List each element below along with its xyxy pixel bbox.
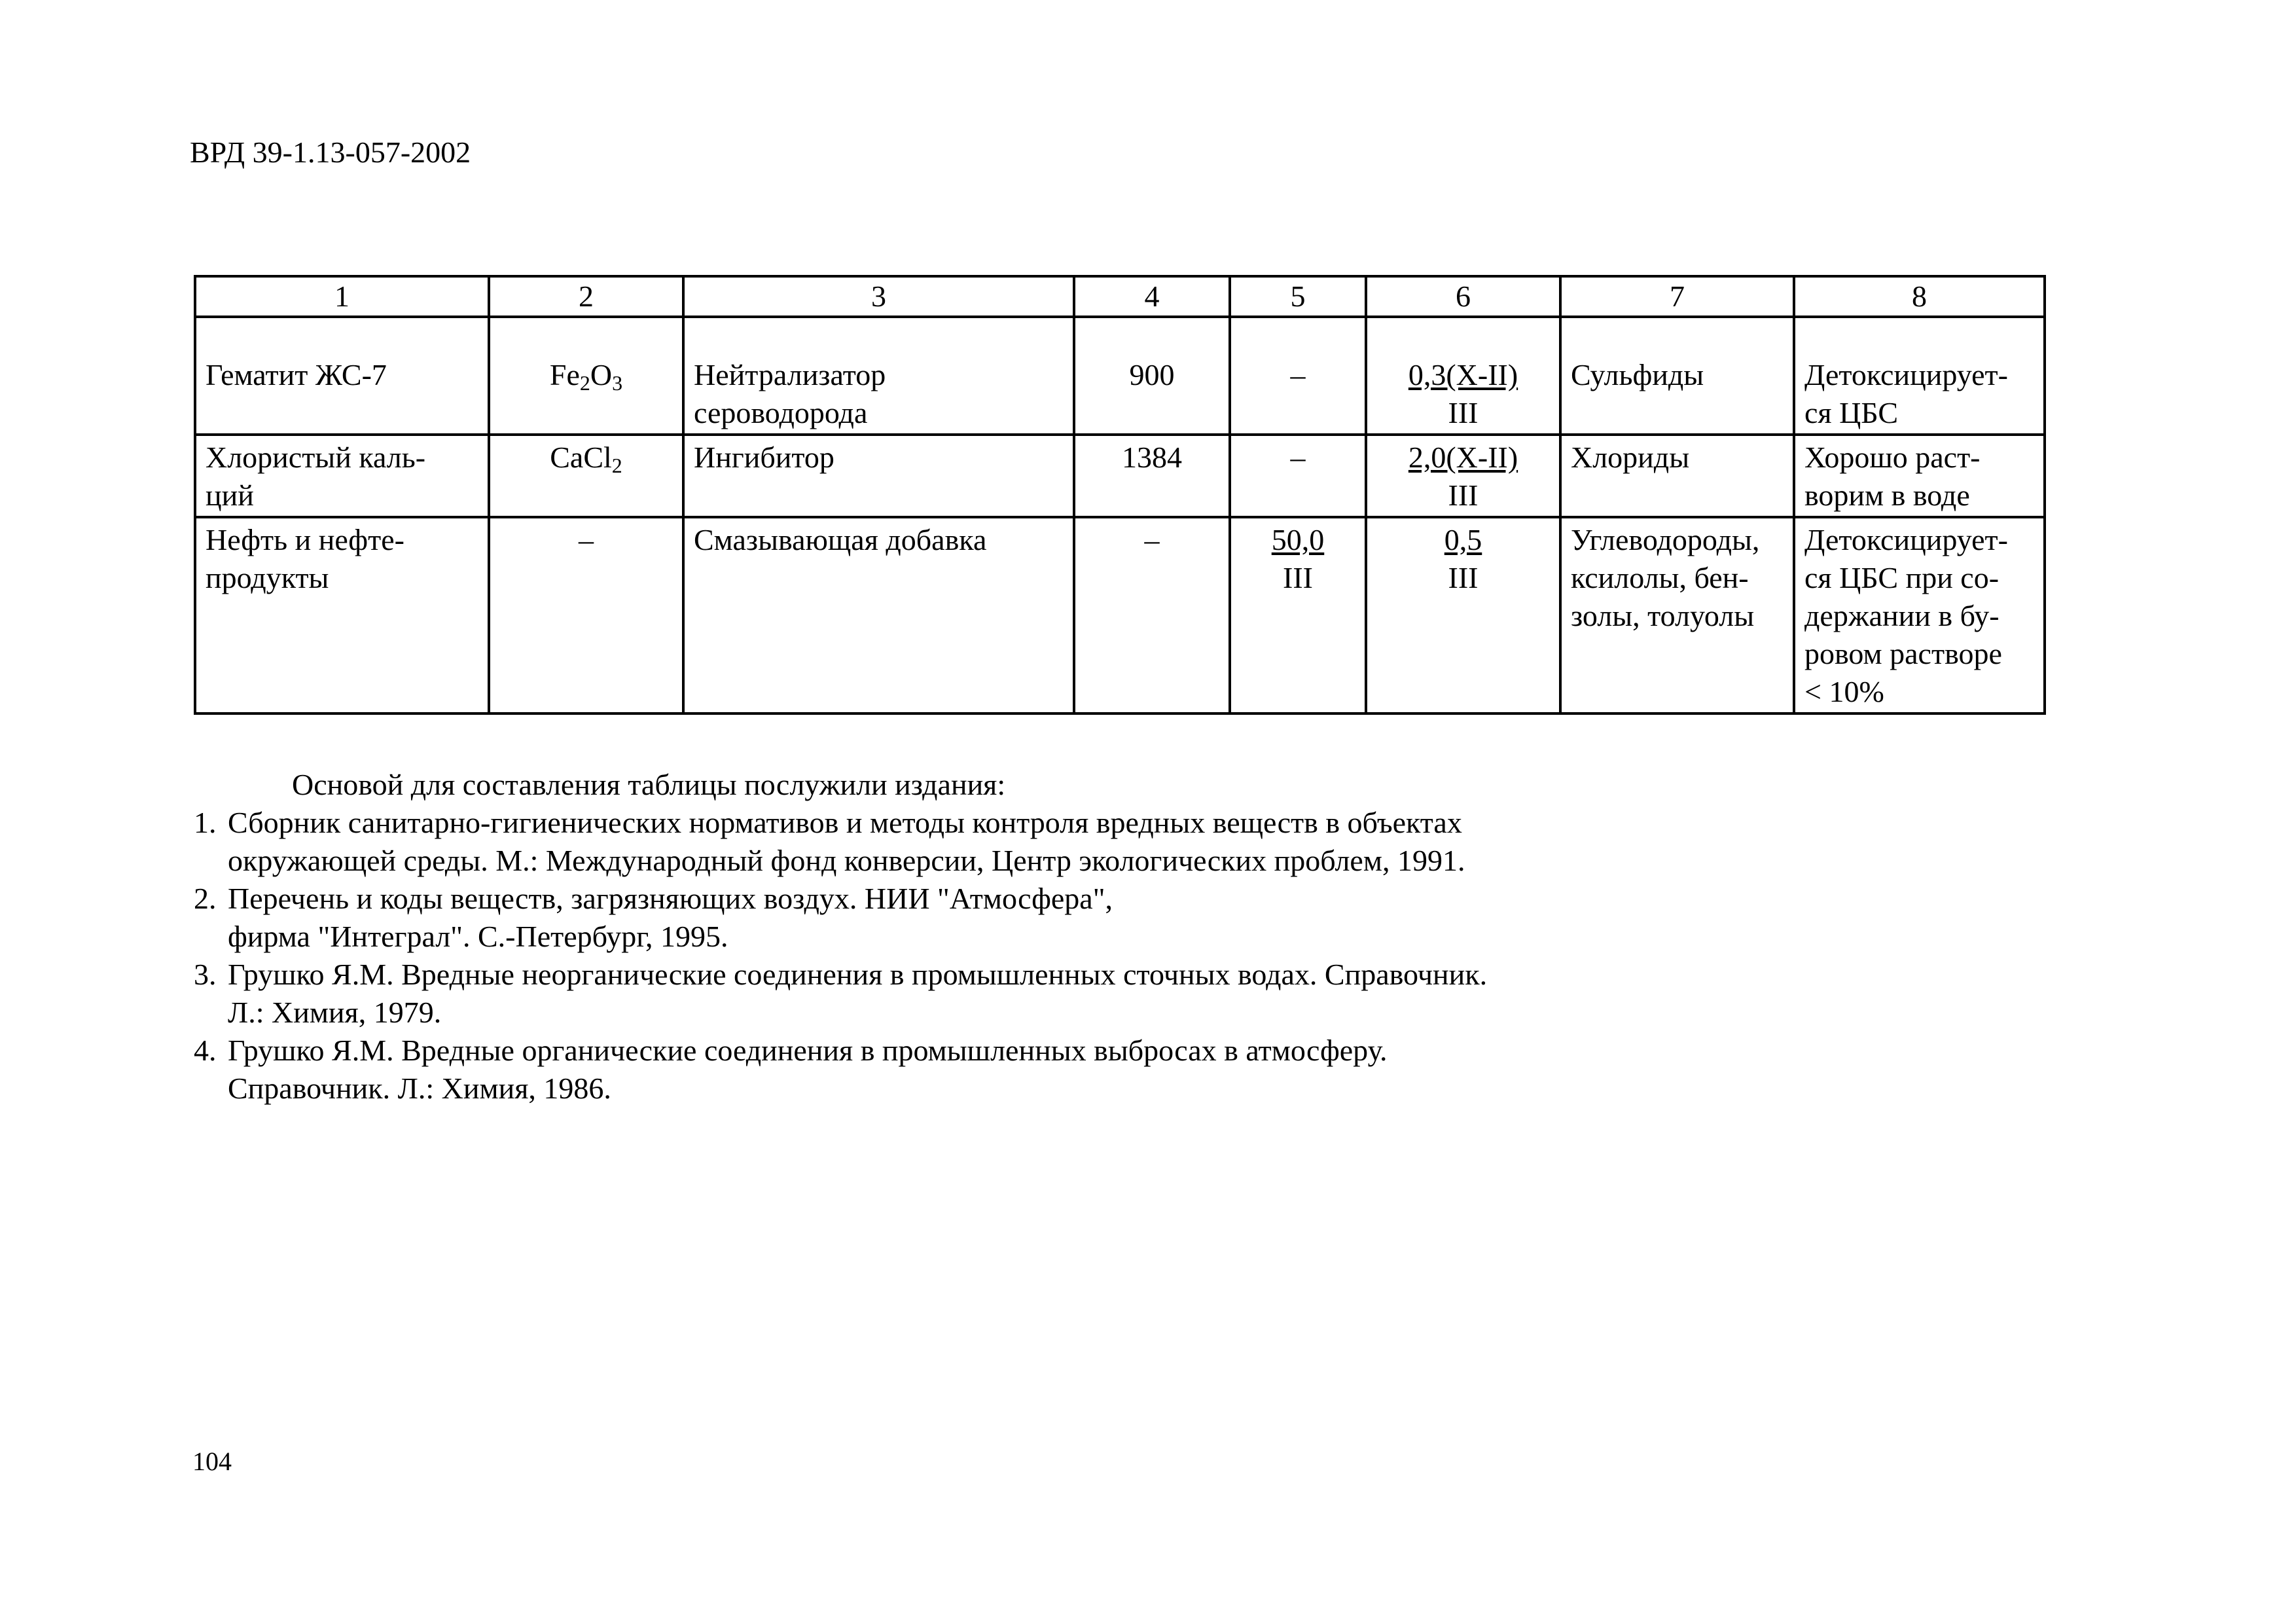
value-col6-cell (1366, 317, 1560, 435)
purpose-text: Ингибитор (694, 441, 834, 474)
products-cell (1560, 317, 1794, 435)
column-number-3: 3 (683, 276, 1074, 317)
column-number-6: 6 (1366, 276, 1560, 317)
note-text: < 10% (1804, 675, 1884, 708)
formula-subscript: 2 (579, 371, 590, 395)
products-cell (1560, 517, 1794, 713)
value-col4: 1384 (1122, 441, 1182, 474)
products-text: ксилолы, бен- (1571, 561, 1749, 594)
reference-text: Сборник санитарно-гигиенических нормативов и методы контроля вредных веществ в объектах (228, 806, 1462, 839)
reference-text: окружающей среды. М.: Международный фонд конверсии, Центр экологических проблем, 1991. (228, 844, 1465, 877)
reference-text: фирма "Интеграл". С.-Петербург, 1995. (228, 920, 728, 953)
reference-number: 4. (194, 1034, 217, 1067)
page-number: 104 (192, 1447, 232, 1476)
formula-text: – (579, 523, 594, 556)
substance-name: Гематит ЖС-7 (206, 358, 387, 391)
column-number-row (195, 276, 2045, 317)
reference-text: Справочник. Л.: Химия, 1986. (228, 1072, 611, 1105)
substance-name: Нефть и нефте- (206, 523, 404, 556)
value-col4-cell (1074, 435, 1230, 517)
substance-name-cell (195, 517, 489, 713)
column-number-8: 8 (1794, 276, 2045, 317)
reference-text: Перечень и коды веществ, загрязняющих воздух. НИИ "Атмосфера", (228, 882, 1113, 915)
references-intro: Основой для составления таблицы послужили издания: (292, 768, 1006, 801)
note-text: держании в бу- (1804, 599, 2000, 632)
column-number-1: 1 (195, 276, 489, 317)
purpose-text: Смазывающая добавка (694, 523, 987, 556)
reference-text: Л.: Химия, 1979. (228, 996, 442, 1029)
column-number-5: 5 (1230, 276, 1366, 317)
purpose-text: Нейтрализатор (694, 358, 886, 391)
value-col4-cell (1074, 517, 1230, 713)
products-text: Углеводороды, (1571, 523, 1760, 556)
value-col6-top: 0,3(X-II) (1408, 358, 1518, 391)
note-text: ровом растворе (1804, 637, 2002, 670)
note-text: ворим в воде (1804, 478, 1970, 512)
table-row (195, 317, 2045, 435)
value-col6-top: 2,0(X-II) (1408, 441, 1518, 474)
value-col6-bottom: III (1448, 396, 1479, 429)
value-col5: – (1290, 441, 1306, 474)
document-code: ВРД 39-1.13-057-2002 (190, 135, 471, 169)
formula-subscript: 3 (612, 371, 623, 395)
products-text: Сульфиды (1571, 358, 1704, 391)
value-col6-top: 0,5 (1444, 523, 1482, 556)
table-row (195, 517, 2045, 713)
substance-name-cell (195, 435, 489, 517)
reference-item (194, 880, 2092, 956)
value-col4: 900 (1129, 358, 1175, 391)
note-cell (1794, 435, 2045, 517)
formula-cell (489, 317, 683, 435)
note-text: ся ЦБС при со- (1804, 561, 2000, 594)
formula-part: CaCl (550, 441, 612, 474)
purpose-cell (683, 317, 1074, 435)
value-col5: – (1290, 358, 1306, 391)
value-col4: – (1144, 523, 1160, 556)
value-col6-cell (1366, 517, 1560, 713)
reference-number: 1. (194, 806, 217, 839)
formula-part: O (590, 358, 613, 391)
substances-table (194, 275, 2046, 715)
substance-name-cell (195, 317, 489, 435)
reference-text: Грушко Я.М. Вредные неорганические соединения в промышленных сточных водах. Справочник. (228, 958, 1488, 991)
reference-text: Грушко Я.М. Вредные органические соединения в промышленных выбросах в атмосферу. (228, 1034, 1388, 1067)
reference-item (194, 956, 2092, 1032)
products-text: Хлориды (1571, 441, 1690, 474)
note-text: Детоксицирует- (1804, 523, 2008, 556)
reference-item (194, 1032, 2092, 1108)
value-col5-cell (1230, 517, 1366, 713)
substance-name: Хлористый каль- (206, 441, 426, 474)
column-number-4: 4 (1074, 276, 1230, 317)
column-number-7: 7 (1560, 276, 1794, 317)
value-col6-cell (1366, 435, 1560, 517)
references-section (194, 766, 2092, 1108)
products-cell (1560, 435, 1794, 517)
reference-number: 3. (194, 958, 217, 991)
substance-name: ций (206, 478, 254, 512)
value-col5-top: 50,0 (1271, 523, 1325, 556)
note-text: ся ЦБС (1804, 396, 1899, 429)
formula-subscript: 2 (611, 454, 622, 477)
reference-item (194, 804, 2092, 880)
formula-cell (489, 435, 683, 517)
value-col5-cell (1230, 435, 1366, 517)
formula-cell (489, 517, 683, 713)
note-cell (1794, 317, 2045, 435)
substance-name: продукты (206, 561, 329, 594)
value-col5-bottom: III (1283, 561, 1313, 594)
note-text: Детоксицирует- (1804, 358, 2008, 391)
note-cell (1794, 517, 2045, 713)
purpose-cell (683, 435, 1074, 517)
reference-number: 2. (194, 882, 217, 915)
value-col4-cell (1074, 317, 1230, 435)
purpose-cell (683, 517, 1074, 713)
value-col6-bottom: III (1448, 478, 1479, 512)
table-row (195, 435, 2045, 517)
value-col5-cell (1230, 317, 1366, 435)
purpose-text: сероводорода (694, 396, 868, 429)
note-text: Хорошо раст- (1804, 441, 1981, 474)
products-text: золы, толуолы (1571, 599, 1755, 632)
formula-part: Fe (549, 358, 580, 391)
value-col6-bottom: III (1448, 561, 1479, 594)
column-number-2: 2 (489, 276, 683, 317)
